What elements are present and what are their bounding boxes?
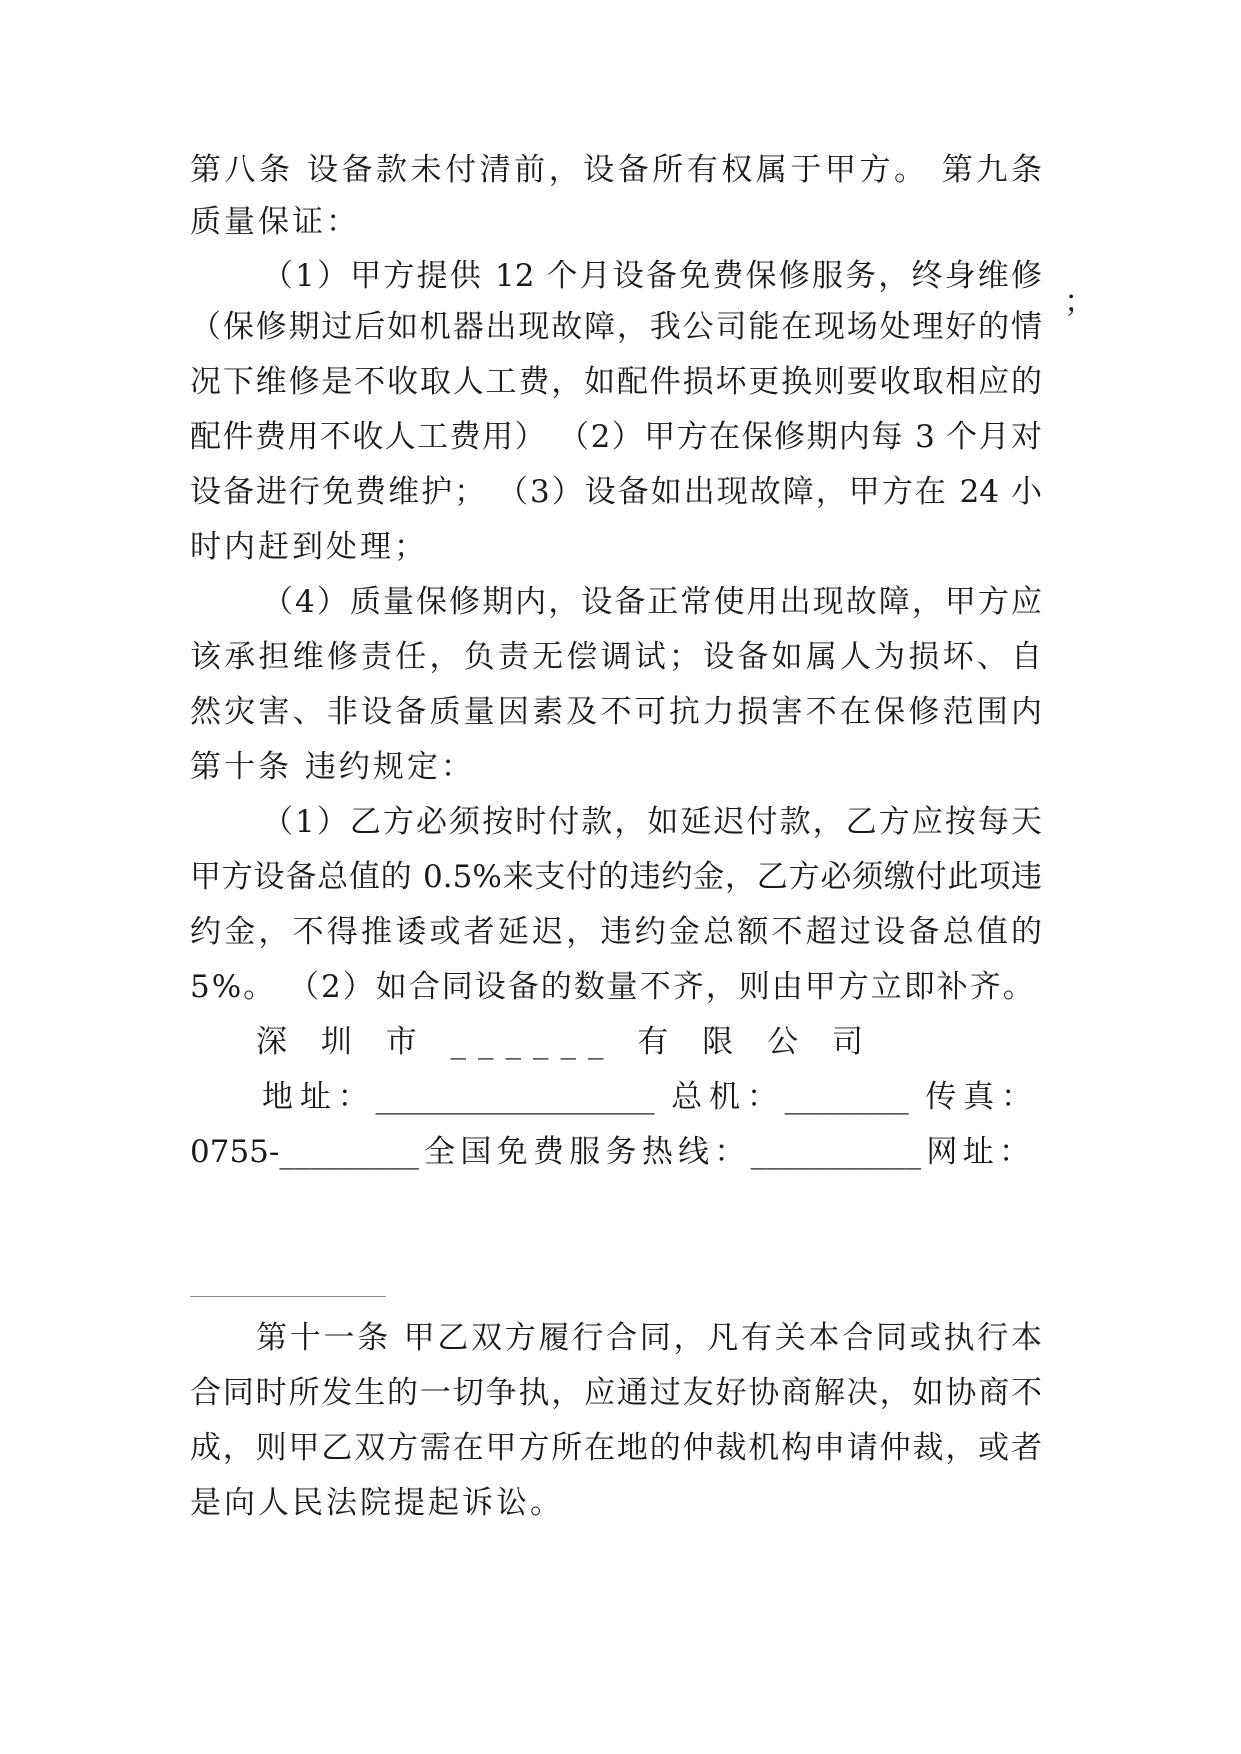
text-line-7: 设备进行免费维护； （3）设备如出现故障，甲方在 24 小 xyxy=(190,474,1042,510)
text-line-12: 第十条 违约规定： xyxy=(190,749,475,785)
text-line-3: （1）甲方提供 12 个月设备免费保修服务，终身维修 xyxy=(262,258,1042,294)
contact-line-2: 0755-_________全国免费服务热线：___________网址： xyxy=(190,1134,1030,1170)
text-line-2: 质量保证： xyxy=(190,204,360,240)
text-line-20: 是向人民法院提起诉讼。 xyxy=(190,1485,564,1521)
contact-line-1: 地址：__________________ 总机：________ 传真： xyxy=(262,1079,1032,1115)
text-line-19: 成，则甲乙双方需在甲方所在地的仲裁机构申请仲裁，或者 xyxy=(190,1430,1042,1466)
text-line-15: 约金，不得推诿或者延迟，违约金总额不超过设备总值的 xyxy=(190,914,1042,950)
text-line-17: 第十一条 甲乙双方履行合同，凡有关本合同或执行本 xyxy=(256,1320,1042,1356)
company-name-line: 深 圳 市 ______ 有 限 公 司 xyxy=(256,1024,875,1060)
text-line-6: 配件费用不收人工费用） （2）甲方在保修期内每 3 个月对 xyxy=(190,419,1042,455)
text-line-16: 5%。 （2）如合同设备的数量不齐，则由甲方立即补齐。 xyxy=(190,969,1036,1005)
text-semicolon: ； xyxy=(1064,284,1095,320)
text-line-10: 该承担维修责任，负责无偿调试；设备如属人为损坏、自 xyxy=(190,639,1042,675)
text-line-13: （1）乙方必须按时付款，如延迟付款，乙方应按每天 xyxy=(262,804,1042,840)
text-line-4: （保修期过后如机器出现故障，我公司能在现场处理好的情 xyxy=(190,309,1042,345)
text-line-9: （4）质量保修期内，设备正常使用出现故障，甲方应 xyxy=(262,584,1042,620)
text-line-11: 然灾害、非设备质量因素及不可抗力损害不在保修范围内 xyxy=(190,694,1042,730)
text-line-1: 第八条 设备款未付清前，设备所有权属于甲方。 第九条 xyxy=(190,152,1042,188)
text-line-14: 甲方设备总值的 0.5%来支付的违约金，乙方必须缴付此项违 xyxy=(190,859,1042,895)
separator-line xyxy=(190,1296,386,1297)
text-line-5: 况下维修是不收取人工费，如配件损坏更换则要收取相应的 xyxy=(190,364,1042,400)
text-line-18: 合同时所发生的一切争执，应通过友好协商解决，如协商不 xyxy=(190,1375,1042,1411)
text-line-8: 时内赶到处理； xyxy=(190,529,428,565)
